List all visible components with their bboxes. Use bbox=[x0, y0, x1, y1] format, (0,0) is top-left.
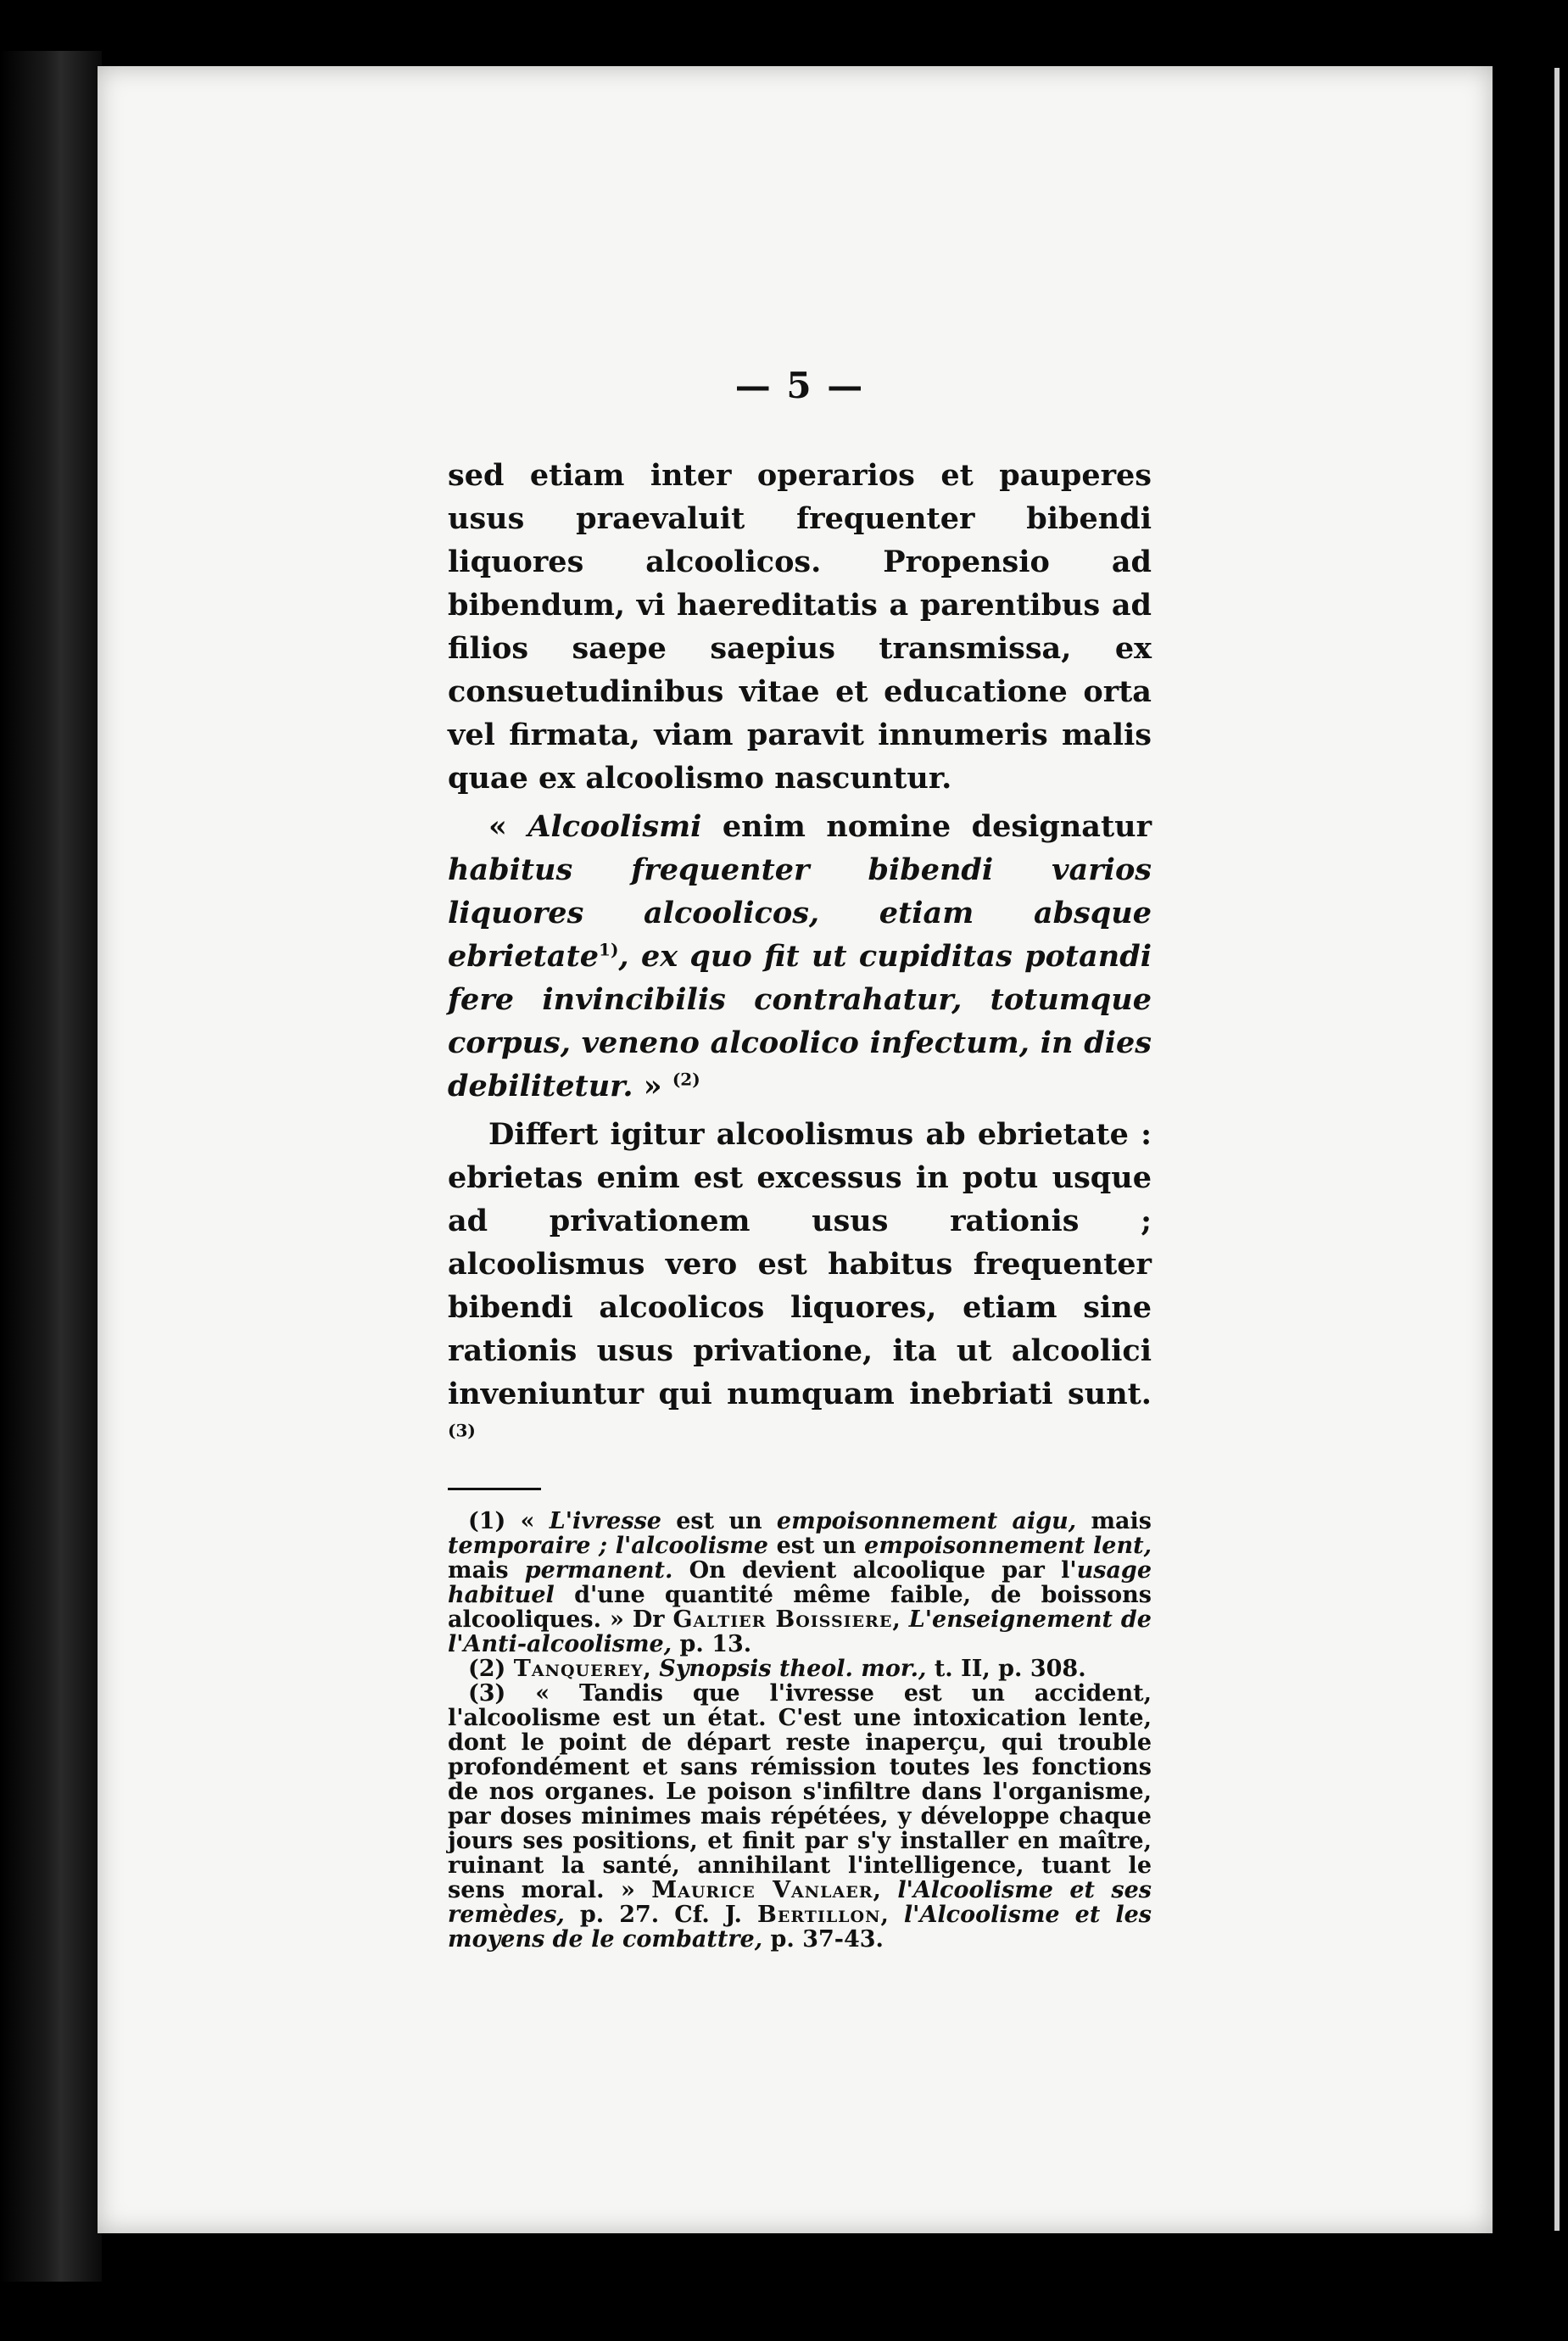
fn-text: « bbox=[520, 1508, 550, 1534]
italic-definition-cont: , ex quo fit ut cupiditas potandi fere invincibilis contrahatur, totumque corpus, veneno alcoolico infectum, in dies debilitetur. bbox=[448, 939, 1152, 1103]
fn-author: Bertillon bbox=[757, 1902, 881, 1928]
fn-italic: permanent. bbox=[524, 1557, 673, 1584]
fn-italic: l'Alcoolisme et les moyens de le combattre, bbox=[448, 1902, 1152, 1953]
fn-text: , bbox=[873, 1877, 898, 1903]
footnote-ref-1: 1) bbox=[599, 939, 619, 960]
footnote-rule bbox=[448, 1488, 541, 1490]
footnote-number: (1) bbox=[468, 1508, 521, 1534]
fn-text: , bbox=[643, 1656, 660, 1682]
footnote-1 bbox=[448, 1509, 1152, 1657]
page-edge bbox=[1554, 68, 1560, 2231]
fn-text: t. II, p. 308. bbox=[926, 1656, 1086, 1682]
body-paragraph-1 bbox=[448, 454, 1152, 800]
fn-italic: usage habituel bbox=[448, 1557, 1152, 1608]
footnote-number: (2) bbox=[468, 1656, 514, 1682]
quote-close: » bbox=[633, 1069, 662, 1103]
footnote-2 bbox=[448, 1657, 1152, 1681]
fn-author: Galtier Boissiere bbox=[672, 1606, 893, 1633]
fn-author: Tanquerey bbox=[513, 1656, 644, 1682]
fn-text: p. 13. bbox=[672, 1631, 752, 1657]
fn-italic: empoisonnement lent, bbox=[864, 1533, 1152, 1559]
book-spine bbox=[0, 51, 102, 2282]
body-paragraph-3 bbox=[448, 1113, 1152, 1459]
body-paragraph-2 bbox=[448, 805, 1152, 1108]
fn-author: Maurice Vanlaer bbox=[651, 1877, 873, 1903]
fn-italic: empoisonnement aigu, bbox=[776, 1508, 1077, 1534]
fn-text: d'une quantité même faible, de boissons alcooliques. » Dr bbox=[448, 1582, 1152, 1633]
page-number: — 5 — bbox=[734, 365, 865, 406]
fn-text: , bbox=[892, 1606, 909, 1633]
fn-italic: l'Alcoolisme et ses remèdes, bbox=[448, 1877, 1152, 1928]
fn-text: est un bbox=[661, 1508, 777, 1534]
fn-text: On devient alcoolique par l' bbox=[672, 1557, 1077, 1584]
paragraph-text: enim nomine designatur bbox=[701, 809, 1152, 844]
fn-italic: L'enseignement de l'Anti-alcoolisme, bbox=[448, 1606, 1152, 1657]
footnote-ref-3: (3) bbox=[448, 1420, 476, 1441]
fn-text: mais bbox=[1076, 1508, 1152, 1534]
fn-text: p. 27. Cf. J. bbox=[564, 1902, 758, 1928]
fn-italic: temporaire ; l'alcoolisme bbox=[448, 1533, 768, 1559]
paragraph-text: sed etiam inter operarios et pauperes usus praevaluit frequenter bibendi liquores alcoolicos. Propensio ad bibendum, vi haereditatis a parentibus ad filios saepe saepius transmissa, ex consuetudinibus vitae et educatione orta vel firmata, viam paravit innumeris malis quae ex alcoolismo nascuntur. bbox=[448, 458, 1152, 796]
quote-open: « bbox=[488, 809, 528, 844]
fn-text: est un bbox=[767, 1533, 865, 1559]
footnote-ref-2: (2) bbox=[672, 1069, 700, 1090]
fn-text: , bbox=[880, 1902, 904, 1928]
italic-definition: habitus frequenter bibendi varios liquores alcoolicos, etiam absque ebrietate bbox=[448, 852, 1152, 974]
fn-italic: Synopsis theol. mor., bbox=[659, 1656, 927, 1682]
fn-text: p. 37-43. bbox=[762, 1926, 884, 1953]
fn-text: « Tandis que l'ivresse est un accident, l'alcoolisme est un état. C'est une intoxication lente, dont le point de départ reste inaperçu, qui trouble profondément et sans rémission toutes les fonctions de nos organes. Le poison s'infiltre dans l'organisme, par doses minimes mais répétées, y développe chaque jours ses positions, et finit par s'y installer en maître, ruinant la santé, annihilant l'intelligence, tuant le sens moral. » bbox=[448, 1680, 1152, 1903]
fn-text: mais bbox=[448, 1557, 525, 1584]
fn-italic: L'ivresse bbox=[549, 1508, 661, 1534]
footnote-number: (3) bbox=[468, 1680, 536, 1707]
italic-term: Alcoolismi bbox=[527, 809, 702, 844]
footnote-3 bbox=[448, 1681, 1152, 1952]
page-content bbox=[448, 365, 1152, 1952]
paragraph-text: Differt igitur alcoolismus ab ebrietate : ebrietas enim est excessus in potu usque ad privationem usus rationis ; alcoolismus vero est habitus frequenter bibendi alcoolicos liquores, etiam sine rationis usus privatione, ita ut alcoolici inveniuntur qui numquam inebriati sunt. bbox=[448, 1117, 1152, 1411]
